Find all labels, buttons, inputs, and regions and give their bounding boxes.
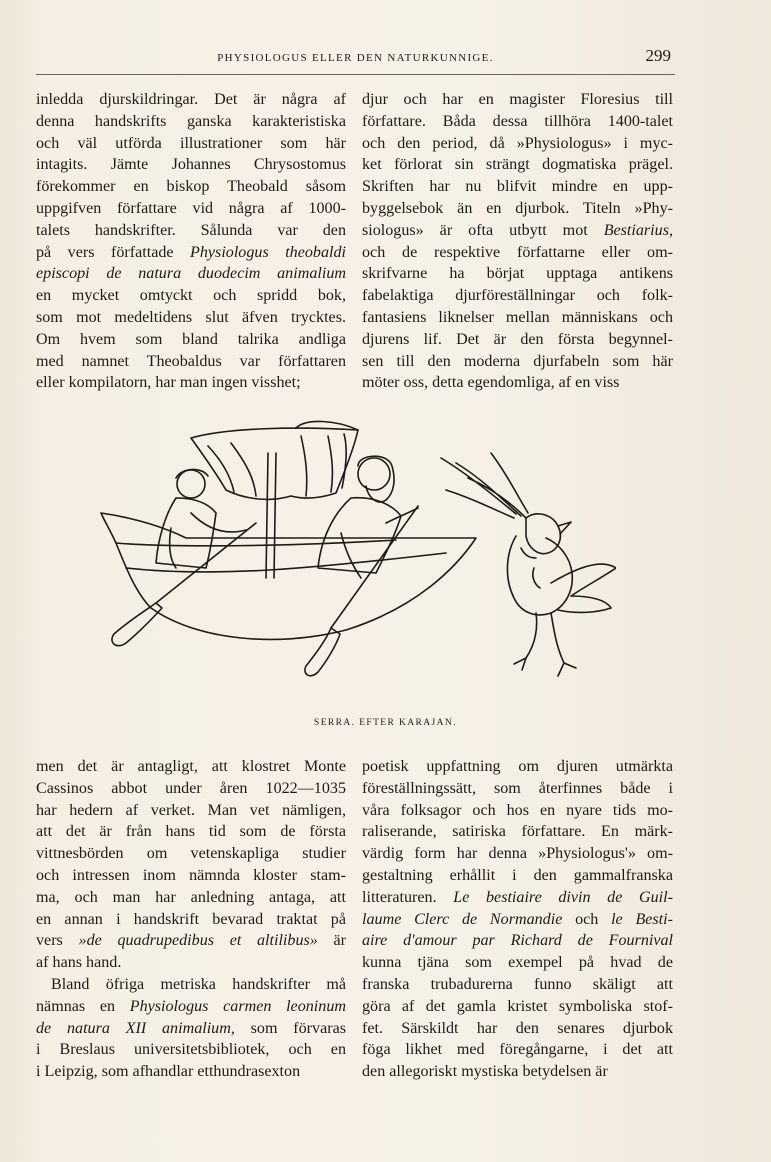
text-line: och den period, då »Physiologus» i myc- <box>362 134 673 152</box>
page-number: 299 <box>645 46 671 65</box>
text-line: raliserande, satiriska författare. En märk- <box>362 823 673 841</box>
text-line: ma, och man har anledning antaga, att <box>36 888 346 906</box>
text-line: och de respektive författarne eller om- <box>362 243 673 261</box>
text-line: Cassinos abbot under åren 1022—1035 <box>36 779 346 797</box>
serra-head <box>526 514 560 554</box>
text-line: men det är antagligt, att klostret Monte <box>36 758 346 775</box>
oar-left <box>156 523 256 603</box>
text-line: litteraturen. Le bestiaire divin de Guil- <box>362 888 673 906</box>
rower-right-head <box>358 458 390 490</box>
text-line: att det är från hans tid som de första <box>36 823 346 841</box>
text-line: uppgifven författare vid några af 1000- <box>36 199 346 217</box>
text-line: har hedern af verket. Man vet nämligen, <box>36 801 346 819</box>
text-line: kunna tjäna som exempel på hvad de <box>362 954 673 972</box>
text-line: och intressen inom nämnda kloster stam- <box>36 866 346 884</box>
running-head: PHYSIOLOGUS ELLER DEN NATURKUNNIGE. <box>217 52 494 64</box>
text-line: talets handskrifter. Sålunda var den <box>36 221 346 239</box>
figure-caption: SERRA. EFTER KARAJAN. <box>314 718 457 728</box>
text-line: ket förlorat sin strängt dogmatiska prägel. <box>362 156 673 174</box>
serra-feathers <box>441 453 528 518</box>
header-rule <box>36 74 675 75</box>
text-line: möter oss, detta egendomliga, af en viss <box>362 374 620 392</box>
text-line: och väl utförda illustrationer som här <box>36 134 346 152</box>
text-line: värdig form har denna »Physiologus'» om- <box>362 845 673 863</box>
illustration-serra <box>96 418 616 718</box>
text-line: skrifvarne ha börjat upptaga antikens <box>362 265 673 283</box>
boat-hull <box>101 513 476 639</box>
text-line: af hans hand. <box>36 954 122 972</box>
text-line: med namnet Theobaldus var författaren <box>36 352 346 370</box>
text-line: gestaltning erhållit i den gammalfranska <box>362 866 673 884</box>
text-column-bottom-right <box>362 756 673 1083</box>
text-line: Om hvem som bland talrika andliga <box>36 330 346 348</box>
rower-left-head <box>177 470 205 498</box>
text-line: Skriften har nu blifvit mindre en upp- <box>362 178 673 196</box>
text-line: aire d'amour par Richard de Fournival <box>362 932 673 950</box>
text-line: sen till den moderna djurfabeln som här <box>362 352 673 370</box>
text-line: göra af det gamla kristet symboliska stof- <box>362 997 673 1015</box>
text-line: djur och har en magister Floresius till <box>362 91 673 108</box>
text-line: byggelsebok än en djurbok. Titeln »Phy- <box>362 199 673 217</box>
text-column-top-right <box>362 89 673 394</box>
text-line: inledda djurskildringar. Det är några af <box>36 91 346 108</box>
oar-right <box>331 506 418 628</box>
serra-body <box>507 536 572 615</box>
text-line: föga likhet med föregångarne, i det att <box>362 1041 673 1059</box>
text-line: författare. Båda dessa tillhöra 1400-talet <box>362 112 673 130</box>
text-line: siologus» är ofta utbytt mot Bestiarius, <box>362 221 673 239</box>
text-line: våra folksagor och hos en nyare tids mo- <box>362 801 673 819</box>
text-line: fet. Särskildt har den senares djurbok <box>362 1019 673 1037</box>
text-line: djurens lif. Det är den första begynnel- <box>362 330 673 348</box>
text-line: poetisk uppfattning om djuren utmärkta <box>362 758 673 775</box>
text-line: nämnas en Physiologus carmen leoninum <box>36 997 346 1015</box>
text-line: förekommer en biskop Theobald såsom <box>36 178 346 196</box>
sail <box>191 428 358 499</box>
rower-left-body <box>156 498 216 568</box>
text-line: fantasiens liknelser mellan människans och <box>362 308 673 326</box>
text-line: vers »de quadrupedibus et altilibus» är <box>36 932 347 950</box>
text-line: franska trubadurerna funno skäligt att <box>362 975 673 993</box>
text-line: den allegoriskt mystiska betydelsen är <box>362 1063 608 1081</box>
text-line: vittnesbörden om vetenskapliga studier <box>36 845 346 863</box>
text-line: en annan i handskrift bevarad traktat på <box>36 910 346 928</box>
text-line: denna handskrifts ganska karakteristiska <box>36 112 346 130</box>
text-line: eller kompilatorn, har man ingen visshet; <box>36 374 301 392</box>
text-line: i Breslaus universitetsbibliotek, och en <box>36 1041 346 1059</box>
text-line: de natura XII animalium, som förvaras <box>36 1019 346 1037</box>
text-column-top-left <box>36 89 346 394</box>
text-line: intagits. Jämte Johannes Chrysostomus <box>36 156 346 174</box>
text-line: laume Clerc de Normandie och le Besti- <box>362 910 673 928</box>
text-line: i Leipzig, som afhandlar etthundrasexton <box>36 1063 301 1081</box>
text-line: Bland öfriga metriska handskrifter må <box>51 975 346 993</box>
text-line: episcopi de natura duodecim animalium <box>36 265 346 283</box>
text-line: en mycket omtyckt och spridd bok, <box>36 287 346 305</box>
text-line: föreställningssätt, som återfinnes både i <box>362 779 673 797</box>
mast <box>266 453 276 578</box>
text-line: på vers författade Physiologus theobaldi <box>36 243 346 261</box>
text-line: fabelaktiga djurföreställningar och folk- <box>362 287 673 305</box>
text-column-bottom-left <box>36 756 346 1083</box>
text-line: som mot medeltidens slut äfven trycktes. <box>36 308 346 326</box>
serra-wing <box>551 564 616 612</box>
